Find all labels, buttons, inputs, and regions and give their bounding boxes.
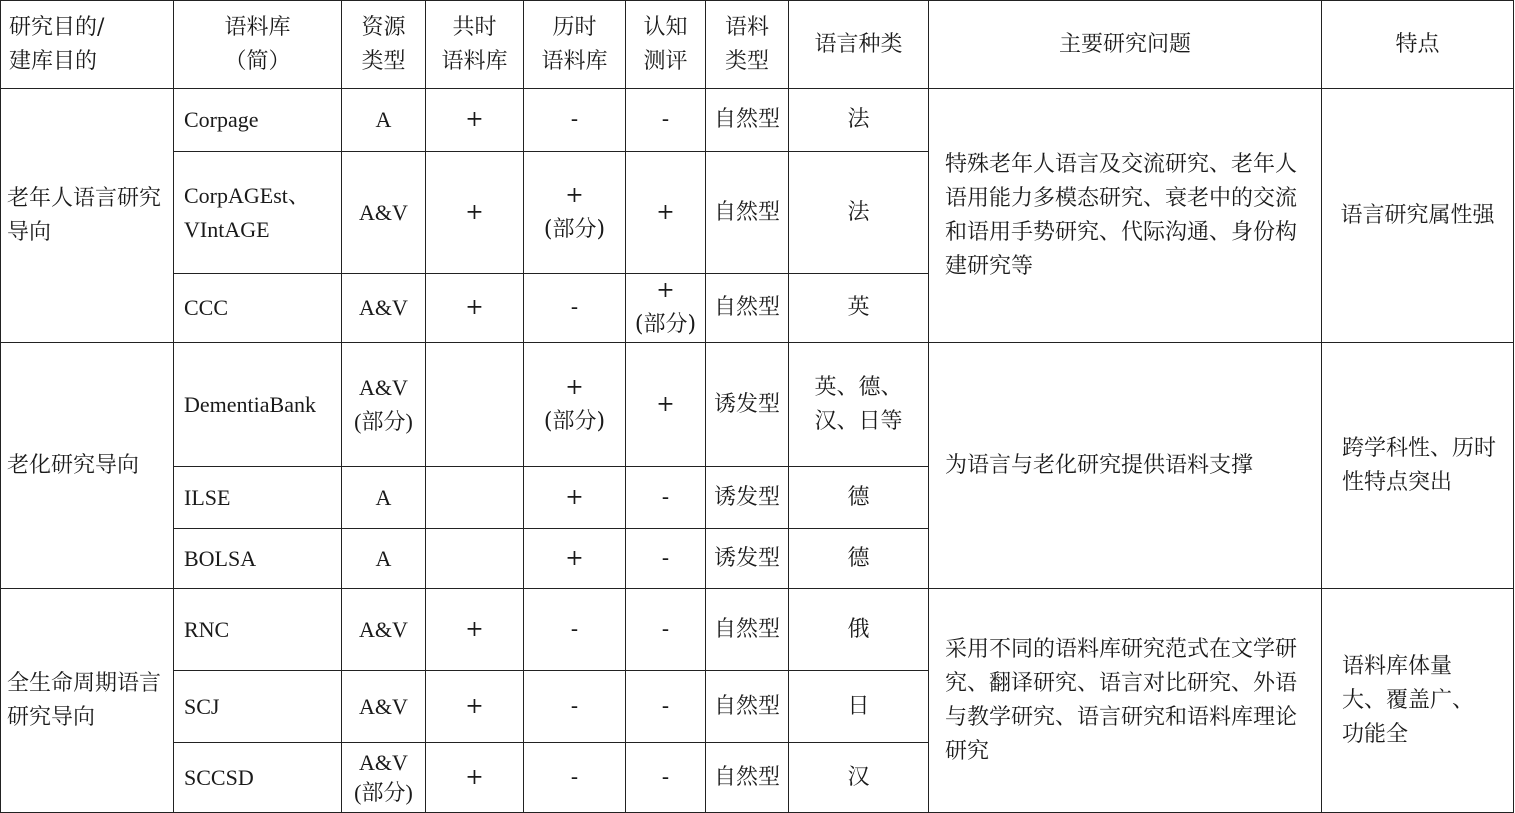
- corpus-cell: Corpage: [174, 89, 342, 152]
- sync-cell: +: [426, 274, 524, 343]
- type-cell: 自然型: [706, 274, 789, 343]
- resource-cell: A&V: [342, 152, 426, 274]
- diachronic-cell: + (部分): [524, 343, 626, 467]
- sync-cell: [426, 529, 524, 589]
- header-cell-resource: 资源 类型: [342, 1, 426, 89]
- sync-cell: [426, 343, 524, 467]
- corpus-cell: BOLSA: [174, 529, 342, 589]
- cognitive-cell: + (部分): [626, 274, 706, 343]
- corpus-cell: DementiaBank: [174, 343, 342, 467]
- language-cell: 俄: [789, 589, 929, 671]
- type-cell: 诱发型: [706, 529, 789, 589]
- type-cell: 自然型: [706, 671, 789, 743]
- header-cell-sync: 共时 语料库: [426, 1, 524, 89]
- language-cell: 法: [789, 152, 929, 274]
- header-cell-corpus: 语料库 （简）: [174, 1, 342, 89]
- type-cell: 自然型: [706, 589, 789, 671]
- cognitive-cell: -: [626, 467, 706, 529]
- header-cell-purpose: 研究目的/ 建库目的: [1, 1, 174, 89]
- corpus-cell: SCCSD: [174, 743, 342, 813]
- diachronic-cell: +: [524, 529, 626, 589]
- language-cell: 汉: [789, 743, 929, 813]
- cognitive-cell: +: [626, 343, 706, 467]
- cognitive-cell: +: [626, 152, 706, 274]
- feature-cell: 语言研究属性强: [1322, 89, 1514, 343]
- cognitive-cell: -: [626, 589, 706, 671]
- sync-cell: +: [426, 589, 524, 671]
- sync-cell: [426, 467, 524, 529]
- language-cell: 德: [789, 467, 929, 529]
- feature-cell: 跨学科性、历时性特点突出: [1322, 343, 1514, 589]
- resource-cell: A&V (部分): [342, 343, 426, 467]
- table-row: [1, 589, 1514, 671]
- sync-cell: +: [426, 89, 524, 152]
- resource-cell: A&V: [342, 589, 426, 671]
- purpose-cell: 老化研究导向: [1, 343, 174, 589]
- purpose-cell: 老年人语言研究导向: [1, 89, 174, 343]
- type-cell: 诱发型: [706, 343, 789, 467]
- language-cell: 英、德、 汉、日等: [789, 343, 929, 467]
- header-cell-diachronic: 历时 语料库: [524, 1, 626, 89]
- sync-cell: +: [426, 743, 524, 813]
- resource-cell: A&V: [342, 274, 426, 343]
- cognitive-cell: -: [626, 671, 706, 743]
- language-cell: 英: [789, 274, 929, 343]
- header-cell-language: 语言种类: [789, 1, 929, 89]
- language-cell: 日: [789, 671, 929, 743]
- table-row: [1, 89, 1514, 152]
- header-cell-type: 语料 类型: [706, 1, 789, 89]
- header-row: [1, 1, 1514, 89]
- sync-cell: +: [426, 152, 524, 274]
- language-cell: 法: [789, 89, 929, 152]
- language-cell: 德: [789, 529, 929, 589]
- corpus-cell: CorpAGEst、VIntAGE: [174, 152, 342, 274]
- cognitive-cell: -: [626, 743, 706, 813]
- header-cell-feature: 特点: [1322, 1, 1514, 89]
- diachronic-cell: -: [524, 743, 626, 813]
- table-row: [1, 343, 1514, 467]
- header-cell-question: 主要研究问题: [929, 1, 1322, 89]
- purpose-cell: 全生命周期语言研究导向: [1, 589, 174, 813]
- feature-cell: 语料库体量大、覆盖广、功能全: [1322, 589, 1514, 813]
- corpus-cell: ILSE: [174, 467, 342, 529]
- diachronic-cell: -: [524, 671, 626, 743]
- cognitive-cell: -: [626, 529, 706, 589]
- resource-cell: A: [342, 529, 426, 589]
- type-cell: 自然型: [706, 743, 789, 813]
- resource-cell: A&V: [342, 671, 426, 743]
- corpus-cell: CCC: [174, 274, 342, 343]
- resource-cell: A: [342, 89, 426, 152]
- question-cell: 为语言与老化研究提供语料支撑: [929, 343, 1322, 589]
- type-cell: 诱发型: [706, 467, 789, 529]
- diachronic-cell: + (部分): [524, 152, 626, 274]
- resource-cell: A: [342, 467, 426, 529]
- diachronic-cell: -: [524, 274, 626, 343]
- type-cell: 自然型: [706, 89, 789, 152]
- question-cell: 采用不同的语料库研究范式在文学研究、翻译研究、语言对比研究、外语与教学研究、语言研究和语料库理论研究: [929, 589, 1322, 813]
- sync-cell: +: [426, 671, 524, 743]
- header-cell-cognitive: 认知 测评: [626, 1, 706, 89]
- corpus-cell: SCJ: [174, 671, 342, 743]
- diachronic-cell: -: [524, 89, 626, 152]
- question-cell: 特殊老年人语言及交流研究、老年人语用能力多模态研究、衰老中的交流和语用手势研究、代际沟通、身份构建研究等: [929, 89, 1322, 343]
- corpus-cell: RNC: [174, 589, 342, 671]
- type-cell: 自然型: [706, 152, 789, 274]
- diachronic-cell: -: [524, 589, 626, 671]
- resource-cell: A&V (部分): [342, 743, 426, 813]
- diachronic-cell: +: [524, 467, 626, 529]
- cognitive-cell: -: [626, 89, 706, 152]
